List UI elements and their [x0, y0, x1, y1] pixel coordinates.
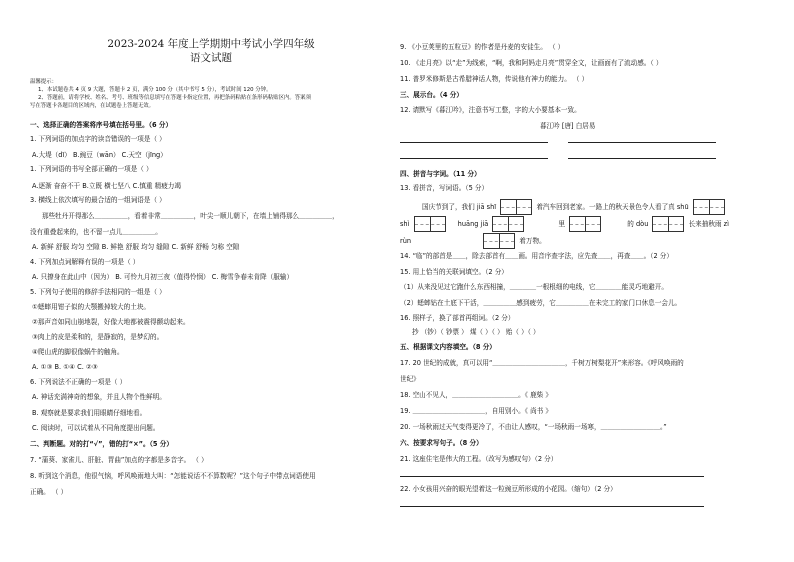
question-1-options: A.大堤（dī） B.豌豆（wān） C.天空（jīng） — [32, 151, 167, 159]
question-17-cont: 世纪》 — [400, 375, 420, 383]
section-4-heading: 四、拼音与字词。（11 分） — [400, 170, 481, 178]
section-6-heading: 六、按要求写句子。（8 分） — [400, 439, 483, 447]
question-18: 18. 空山不见人，＿＿＿＿＿＿＿＿＿＿。《 鹿柴 》 — [400, 391, 552, 399]
notice-title: 温馨提示： — [30, 79, 57, 85]
question-8: 8. 听到这个消息，他很气恼，呼风唤雨地大叫：“怎能说话不不算数呢？”这个句子中带点词语使用 — [30, 472, 316, 480]
section-2-heading: 二、判断题。对的打“√”，错的打“×”。（5 分） — [30, 440, 173, 448]
question-17: 17. 20 世纪的成就，真可以用“＿＿＿＿＿＿＿＿＿＿＿，千树万树梨花开”来形容。《呼风唤雨的 — [400, 359, 684, 367]
question-16: 16. 照样子，换了部首再组词。（2 分） — [400, 314, 515, 322]
pinyin-text: 长来抽秋雨 zì — [688, 220, 729, 228]
answer-line[interactable] — [400, 476, 704, 477]
answer-line[interactable] — [568, 142, 716, 143]
question-5-item-3: ③肉上的皮是柔和的，是静寂的，是梦幻的。 — [32, 333, 164, 341]
right-column — [400, 0, 766, 562]
question-5-options: A. ①③ B. ①④ C. ②③ — [32, 363, 98, 371]
question-12: 12. 请默写《暮江吟》，注意书写工整，字的大小要基本一致。 — [400, 106, 581, 114]
question-2-options: A.逐渐 奋奋不干 B.立既 横七坚八 C.慎重 精疲力竭 — [32, 182, 181, 190]
question-5-item-1: ①蟋蟀用钳子似的大颚搬掉较大的土块。 — [32, 303, 151, 311]
question-3-passage-1: 那些牡丹开得那么＿＿＿＿＿，看着非常＿＿＿＿＿，叶尖一顺儿朝下，在墙上铺得那么＿＿＿＿＿， — [42, 212, 339, 220]
answer-line[interactable] — [568, 158, 716, 159]
question-16-items: 抄 （钞）（ 钞票 ） 煤（ ）（ ） 贻（ ）（ ） — [412, 328, 540, 336]
section-1-heading: 一、选择正确的答案将序号填在括号里。（6 分） — [30, 121, 173, 129]
question-8-cont: 正确。 （ ） — [30, 488, 68, 496]
question-5-item-2: ②那声音如同山崩地裂，好像大地都被震得颤动起来。 — [32, 318, 190, 326]
question-6-option-b: B. 观察就是要求我们用眼睛仔细地看。 — [32, 409, 147, 417]
question-15-item-2: （2）蟋蟀钻在土底下干活，＿＿＿＿＿感到疲劳，它＿＿＿＿＿在未完工的家门口休息一会儿。 — [400, 299, 682, 307]
writing-grid[interactable] — [414, 216, 446, 232]
pinyin-text: 着汽车回到老家。一路上的秋天景色令人看了真 shū — [536, 203, 689, 211]
question-4-options: A. 只撩身在此山中（因为） B. 可怜九月初三夜（值得怜悯） C. 梅雪争春未肯降（服输） — [32, 273, 294, 281]
exam-subtitle: 语文试题 — [190, 52, 232, 64]
question-15: 15. 用上恰当的关联词填空。（2 分） — [400, 268, 508, 276]
writing-grid[interactable] — [569, 216, 601, 232]
question-20: 20. 一场秋雨过天气变得更冷了，不由让人感叹，“一场秋雨一场寒，＿＿＿＿＿＿＿＿＿。” — [400, 423, 667, 431]
section-5-heading: 五、根据课文内容填空。（8 分） — [400, 343, 496, 351]
writing-grid[interactable] — [693, 199, 725, 215]
question-6-option-c: C. 阅读时，可以试着从不同角度提出问题。 — [32, 424, 160, 432]
question-3: 3. 横线上依次填写的最合适的一组词语是（ ） — [30, 196, 166, 204]
question-7: 7. “蒲葵、家雀儿、肝脏、胃曲”加点的字都是多音字。 （ ） — [30, 456, 208, 464]
question-14: 14. “临”的部首是＿＿，除去部首有＿＿画。用音序查字法，应先查＿＿，再查＿＿。（2 分） — [400, 252, 673, 260]
question-21: 21. 这座住宅是伟大的工程。（改写为感叹句）（2 分） — [400, 455, 558, 463]
section-3-heading: 三、展示台。（4 分） — [400, 91, 463, 99]
notice-line-2: 2、答题前，请将学校、姓名、考号、班级等信息填写在答题卡指定位置，再把条码粘贴在条形码粘贴区内。答案须 — [38, 95, 311, 101]
question-22: 22. 小女孩用兴奋的眼光望着这一粒豌豆所形成的小花园。（缩句）（2 分） — [400, 485, 617, 493]
pinyin-text: 国庆节到了，我们 jiā shī — [422, 203, 497, 211]
left-column — [30, 0, 392, 562]
writing-grid[interactable] — [483, 233, 515, 249]
question-2: 1. 下列词语的书写全部正确的一项是（ ） — [30, 165, 153, 173]
answer-line[interactable] — [400, 142, 548, 143]
answer-line[interactable] — [400, 158, 548, 159]
pinyin-text: shì — [400, 220, 410, 228]
question-5-item-4: ④爬山虎的脚很像蜗牛的触角。 — [32, 348, 124, 356]
pinyin-row-2 — [400, 216, 729, 232]
pinyin-text: huāng jiā — [457, 220, 489, 228]
poem-title: 暮江吟 [唐] 白居易 — [540, 122, 596, 130]
pinyin-text: 的 dòu — [627, 220, 649, 228]
notice-line-3: 写在答题卡各题目的区域内，在试题卷上答题无效。 — [30, 103, 154, 109]
question-4: 4. 下列加点词解释有误的一项是（ ） — [30, 258, 140, 266]
question-1: 1. 下列词语的加点字的读音错误的一项是（ ） — [30, 135, 166, 143]
answer-line[interactable] — [400, 506, 704, 507]
writing-grid[interactable] — [492, 216, 524, 232]
pinyin-text: 着万物。 — [519, 237, 546, 245]
question-15-item-1: （1）从来没见过它跑什么东西相撞，＿＿＿＿一根根细的电线，它＿＿＿＿能灵巧地避开。 — [400, 283, 668, 291]
writing-grid[interactable] — [652, 216, 684, 232]
question-10: 10. 《走月亮》以“走”为线索，“啊，我和阿妈走月亮”贯穿全文，让画面有了流动感。（ ） — [400, 59, 663, 67]
question-5: 5. 下列句子使用的修辞手法相同的一组是（ ） — [30, 288, 166, 296]
pinyin-row-1 — [400, 199, 727, 215]
question-6-option-a: A. 神话充满神奇的想象，并且人物个性鲜明。 — [32, 393, 166, 401]
exam-title: 2023-2024 年度上学期期中考试小学四年级 — [107, 38, 315, 50]
question-13: 13. 看拼音，写词语。（5 分） — [400, 184, 489, 192]
pinyin-text: rùn — [400, 237, 412, 245]
pinyin-row-3 — [400, 233, 546, 249]
pinyin-text: 里 — [558, 220, 566, 228]
question-9: 9. 《小豆荚里的五粒豆》的作者是丹麦的安徒生。 （ ） — [400, 43, 565, 51]
question-19: 19. ＿＿＿＿＿＿＿＿＿＿＿，自用别小。《 尚书 》 — [400, 407, 552, 415]
question-3-passage-2: 没有重叠起来的，也不留一点儿＿＿＿＿＿。 — [30, 228, 162, 236]
notice-line-1: 1、本试题卷共 4 页 9 大题，答题卡 2 页，满分 100 分（其中书写 5 分），考试时间 120 分钟。 — [38, 87, 272, 93]
question-6: 6. 下列说法不正确的一项是（ ） — [30, 378, 127, 386]
question-3-options: A. 新鲜 舒服 均匀 空隙 B. 鲜艳 舒服 均匀 缝隙 C. 新鲜 舒畅 匀称 空隙 — [32, 243, 240, 251]
writing-grid[interactable] — [500, 199, 532, 215]
question-11: 11. 普罗米修斯是古希腊神话人物，传说他有神力的能力。 （ ） — [400, 75, 589, 83]
